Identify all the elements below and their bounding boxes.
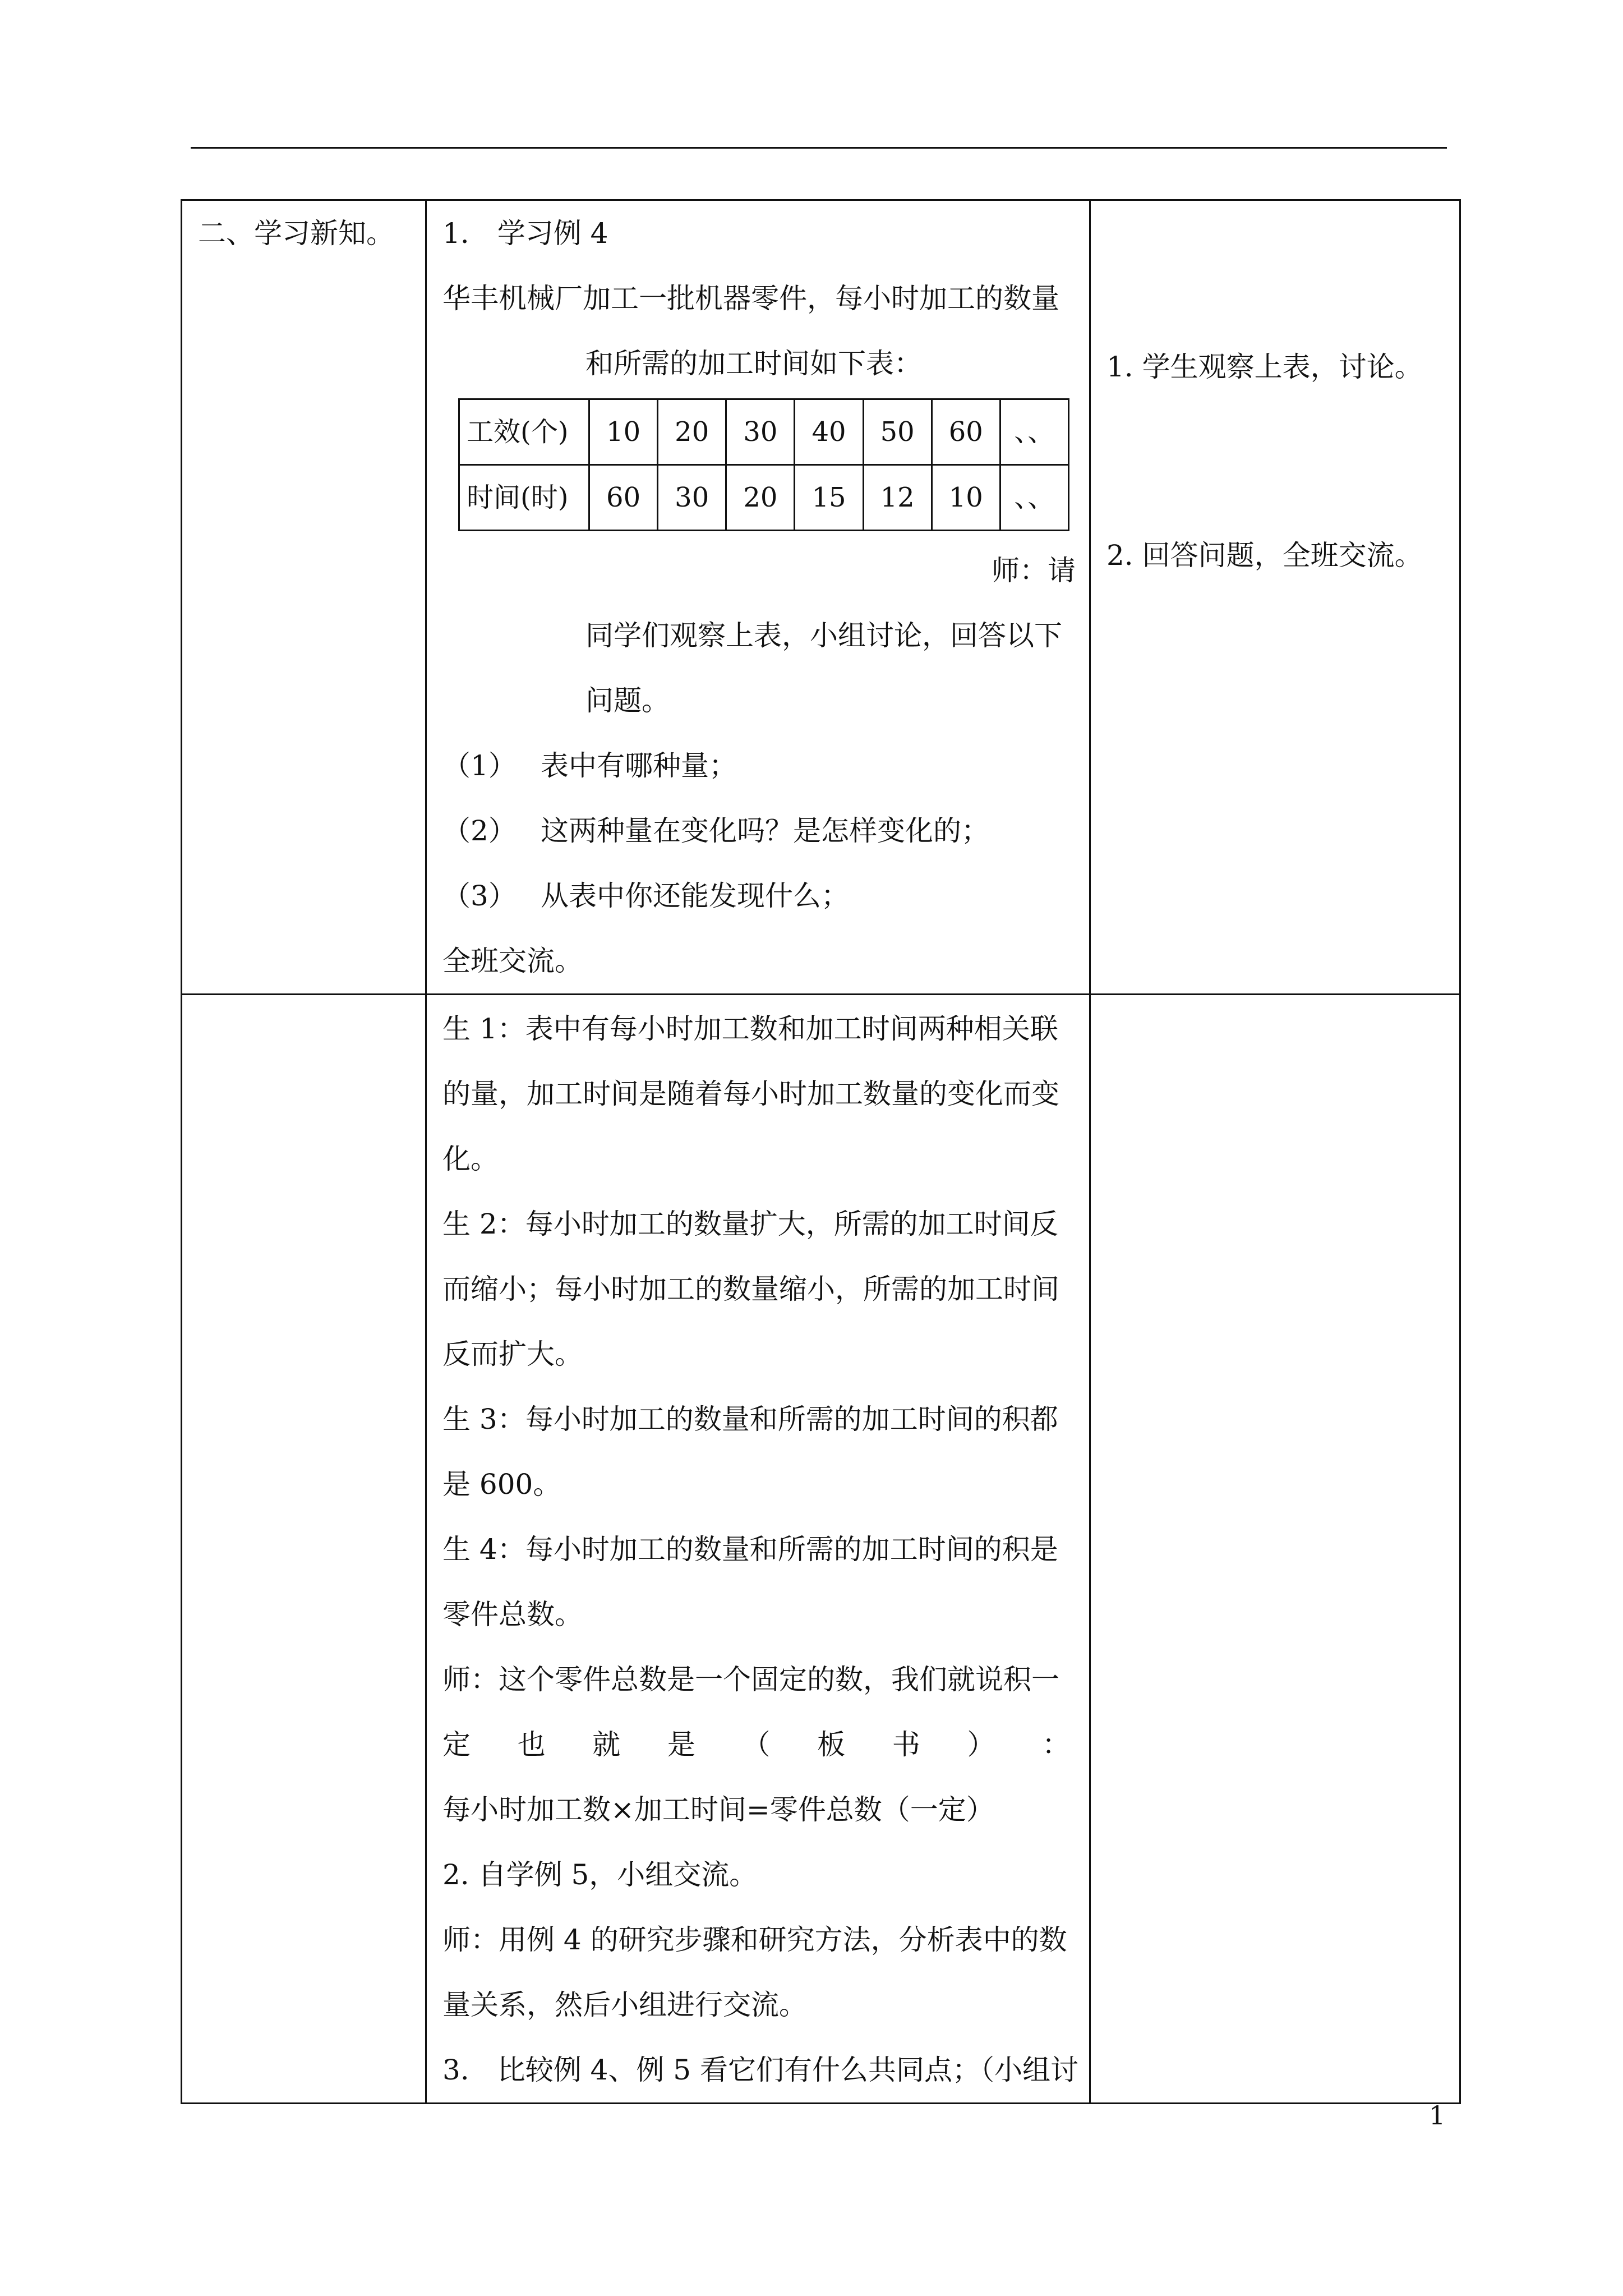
section-heading: 1. 学习例 4	[442, 217, 608, 250]
teacher-summary: 师：这个零件总数是一个固定的数，我们就说积一	[442, 1663, 1059, 1696]
spread-char: 是	[667, 1728, 695, 1761]
intro-line-1: 华丰机械厂加工一批机器零件，每小时加工的数量	[442, 282, 1059, 315]
lesson-row-1	[182, 200, 1460, 995]
table-header-cell: 时间(时)	[459, 465, 589, 531]
question-item	[442, 733, 1076, 798]
student-cell	[1090, 995, 1460, 2104]
table-cell: 30	[658, 465, 726, 531]
spread-char: 就	[592, 1728, 621, 1761]
lesson-table	[181, 199, 1461, 2104]
table-cell: 50	[863, 399, 932, 465]
table-cell: 30	[726, 399, 795, 465]
question-number: （3）	[442, 880, 517, 912]
question-item	[442, 863, 1076, 928]
student-answer-3: 生 3：每小时加工的数量和所需的加工时间的积都是 600。	[442, 1403, 1058, 1501]
page-number: 1	[1429, 2100, 1446, 2131]
student-answer-1: 生 1：表中有每小时加工数和加工时间两种相关联的量，加工时间是随着每小时加工数量的变化而变化。	[442, 1013, 1059, 1175]
table-cell: 20	[658, 399, 726, 465]
lesson-row-2	[182, 995, 1460, 2104]
question-text: 从表中你还能发现什么；	[541, 880, 849, 912]
student-answer-2: 生 2：每小时加工的数量扩大，所需的加工时间反而缩小；每小时加工的数量缩小，所需的加工时间反而扩大。	[442, 1208, 1059, 1370]
compare-line: 3. 比较例 4、例 5 看它们有什么共同点；（小组讨	[442, 2054, 1079, 2086]
intro-line-2: 和所需的加工时间如下表：	[585, 347, 922, 380]
question-text: 这两种量在变化吗？是怎样变化的；	[541, 815, 989, 847]
stage-label: 二、学习新知。	[198, 217, 394, 250]
spread-line	[442, 1712, 1076, 1777]
table-cell: 12	[863, 465, 932, 531]
closing-line: 全班交流。	[442, 945, 583, 977]
table-header-cell: 工效(个)	[459, 399, 589, 465]
teacher-line-3: 问题。	[585, 684, 670, 717]
student-cell	[1090, 200, 1460, 995]
stage-cell	[182, 200, 426, 995]
table-cell: 40	[795, 399, 863, 465]
table-cell: 15	[795, 465, 863, 531]
activity-cell	[426, 200, 1090, 995]
formula-line: 每小时加工数×加工时间=零件总数（一定）	[442, 1793, 994, 1826]
student-activity-2: 2. 回答问题，全班交流。	[1106, 539, 1423, 572]
table-row	[459, 399, 1069, 465]
spread-char: 书	[892, 1728, 920, 1761]
spread-char: ）	[967, 1728, 995, 1761]
table-cell: 10	[589, 399, 658, 465]
table-cell: 20	[726, 465, 795, 531]
table-cell: 60	[589, 465, 658, 531]
spread-char: 定	[442, 1728, 471, 1761]
activity-cell	[426, 995, 1090, 2104]
table-cell: 60	[932, 399, 1000, 465]
question-text: 表中有哪种量；	[541, 749, 737, 782]
self-study-line: 2. 自学例 5，小组交流。	[442, 1858, 758, 1891]
spread-char: ：	[1042, 1728, 1070, 1761]
teacher-line-1: 师：请	[992, 554, 1076, 587]
student-activity-1: 1. 学生观察上表，讨论。	[1106, 351, 1423, 383]
teacher-line-2: 同学们观察上表，小组讨论，回答以下	[585, 619, 1062, 652]
spread-char: 也	[517, 1728, 546, 1761]
spread-char: 板	[817, 1728, 846, 1761]
table-cell: 、、	[1000, 399, 1068, 465]
data-table	[458, 398, 1069, 531]
table-cell: 10	[932, 465, 1000, 531]
teacher-instruction: 师：用例 4 的研究步骤和研究方法，分析表中的数量关系，然后小组进行交流。	[442, 1924, 1067, 2021]
student-answer-4: 生 4：每小时加工的数量和所需的加工时间的积是零件总数。	[442, 1533, 1058, 1631]
question-number: （2）	[442, 815, 517, 847]
table-row	[459, 465, 1069, 531]
spread-char: （	[742, 1728, 771, 1761]
table-cell: 、、	[1000, 465, 1068, 531]
stage-cell	[182, 995, 426, 2104]
header-rule	[191, 147, 1447, 149]
question-item	[442, 798, 1076, 863]
question-number: （1）	[442, 749, 517, 782]
